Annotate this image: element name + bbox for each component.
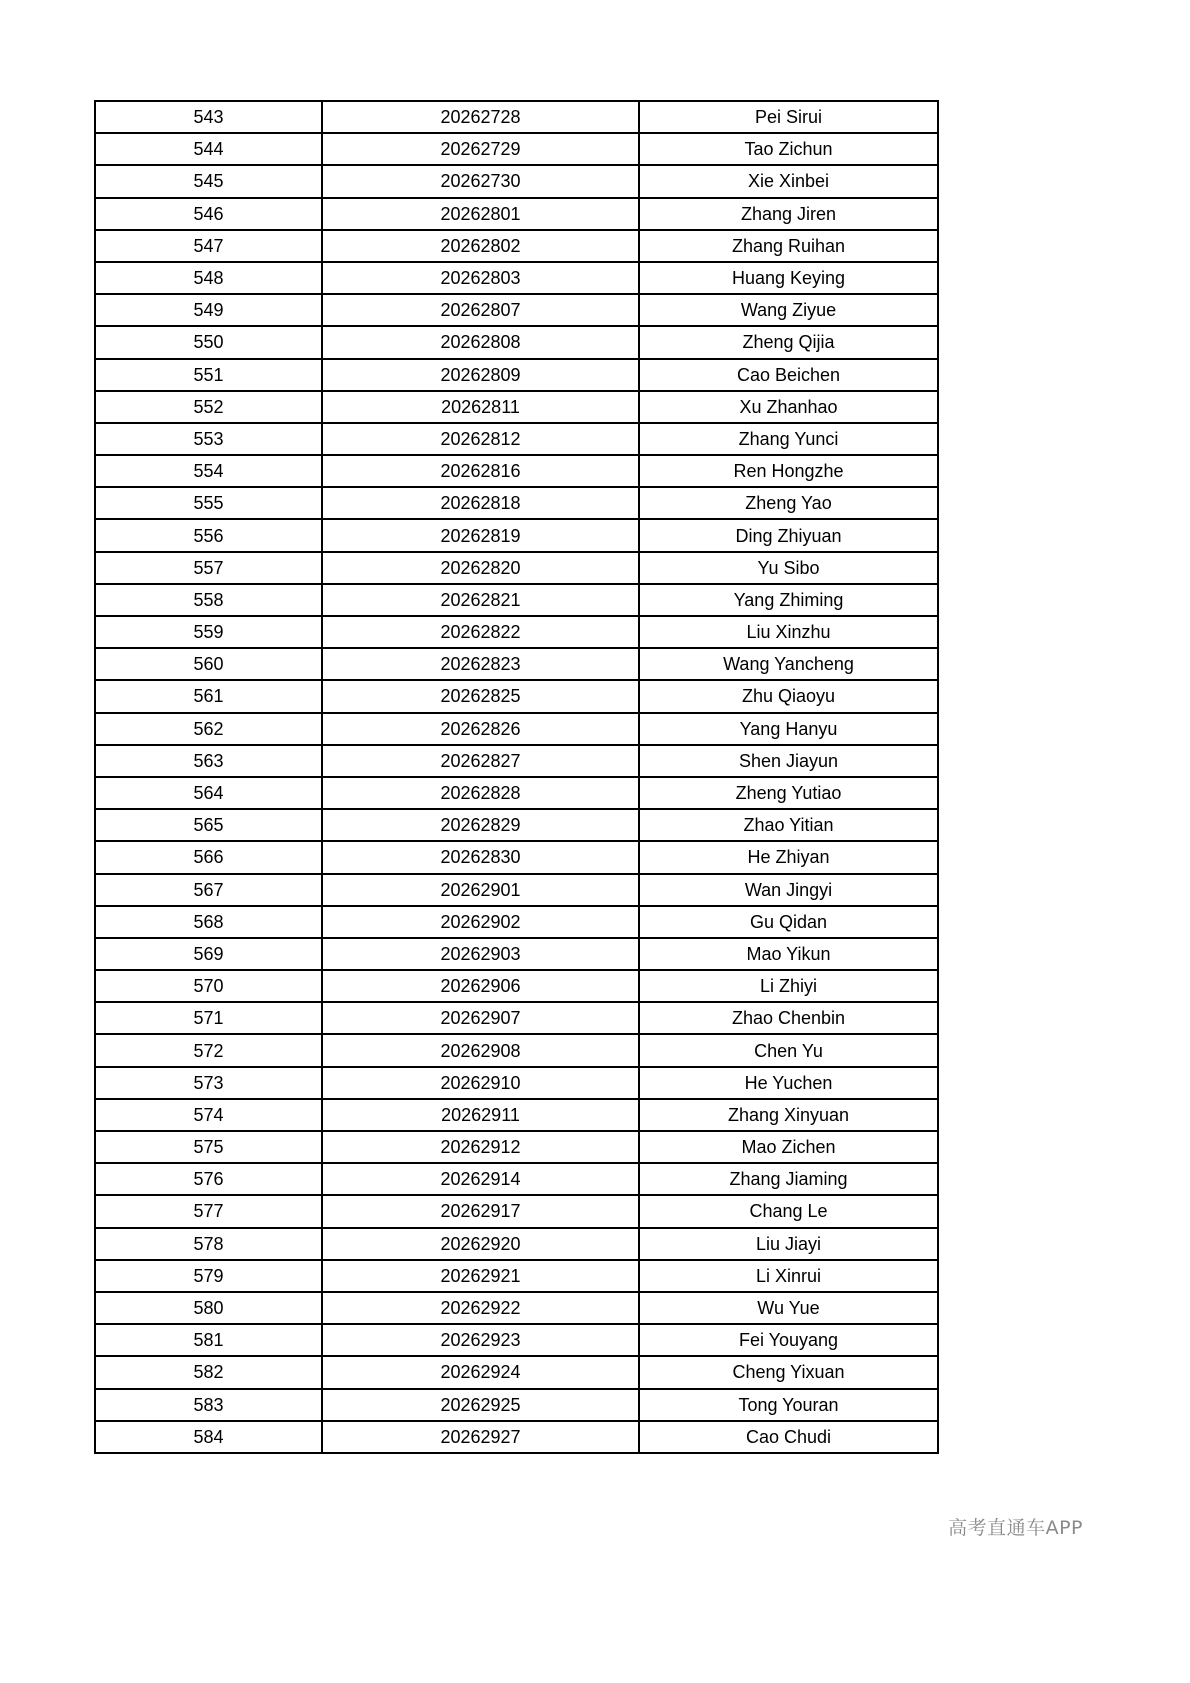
student-name-cell: Wang Ziyue [639,294,938,326]
student-id-cell: 20262923 [322,1324,639,1356]
table-row [95,1067,938,1099]
student-name-cell: Liu Xinzhu [639,616,938,648]
row-number-cell: 572 [95,1034,322,1066]
table-row [95,1099,938,1131]
student-name-cell: Wu Yue [639,1292,938,1324]
table-row [95,1389,938,1421]
row-number-cell: 554 [95,455,322,487]
student-id-cell: 20262803 [322,262,639,294]
table-row [95,1195,938,1227]
row-number-cell: 552 [95,391,322,423]
row-number-cell: 547 [95,230,322,262]
table-row [95,713,938,745]
student-name-cell: Ding Zhiyuan [639,519,938,551]
table-row [95,777,938,809]
student-id-cell: 20262807 [322,294,639,326]
table-row [95,841,938,873]
student-id-cell: 20262827 [322,745,639,777]
student-name-cell: Chang Le [639,1195,938,1227]
row-number-cell: 553 [95,423,322,455]
row-number-cell: 545 [95,165,322,197]
table-row [95,745,938,777]
student-name-cell: Zhao Yitian [639,809,938,841]
row-number-cell: 580 [95,1292,322,1324]
row-number-cell: 570 [95,970,322,1002]
student-name-cell: Xu Zhanhao [639,391,938,423]
row-number-cell: 576 [95,1163,322,1195]
student-name-cell: Li Xinrui [639,1260,938,1292]
student-name-cell: Ren Hongzhe [639,455,938,487]
table-row [95,423,938,455]
student-id-cell: 20262914 [322,1163,639,1195]
student-id-cell: 20262925 [322,1389,639,1421]
student-name-cell: Yu Sibo [639,552,938,584]
table-row [95,552,938,584]
row-number-cell: 569 [95,938,322,970]
row-number-cell: 556 [95,519,322,551]
student-id-cell: 20262822 [322,616,639,648]
table-row [95,1260,938,1292]
row-number-cell: 581 [95,1324,322,1356]
roster-table-body [95,101,938,1453]
table-row [95,326,938,358]
row-number-cell: 566 [95,841,322,873]
table-row [95,359,938,391]
student-name-cell: Gu Qidan [639,906,938,938]
student-id-cell: 20262730 [322,165,639,197]
roster-table [94,100,939,1454]
row-number-cell: 560 [95,648,322,680]
student-id-cell: 20262917 [322,1195,639,1227]
student-name-cell: Wan Jingyi [639,874,938,906]
row-number-cell: 549 [95,294,322,326]
student-id-cell: 20262820 [322,552,639,584]
table-row [95,230,938,262]
table-row [95,294,938,326]
student-id-cell: 20262816 [322,455,639,487]
student-name-cell: Huang Keying [639,262,938,294]
table-row [95,584,938,616]
student-name-cell: Cao Chudi [639,1421,938,1453]
student-id-cell: 20262830 [322,841,639,873]
student-name-cell: Li Zhiyi [639,970,938,1002]
student-id-cell: 20262821 [322,584,639,616]
student-id-cell: 20262826 [322,713,639,745]
table-row [95,938,938,970]
row-number-cell: 558 [95,584,322,616]
student-name-cell: Tao Zichun [639,133,938,165]
student-name-cell: Zhang Jiren [639,198,938,230]
student-id-cell: 20262818 [322,487,639,519]
student-name-cell: Zhang Ruihan [639,230,938,262]
student-name-cell: Cheng Yixuan [639,1356,938,1388]
student-id-cell: 20262828 [322,777,639,809]
table-row [95,906,938,938]
row-number-cell: 546 [95,198,322,230]
row-number-cell: 568 [95,906,322,938]
student-id-cell: 20262924 [322,1356,639,1388]
student-name-cell: Pei Sirui [639,101,938,133]
table-row [95,616,938,648]
row-number-cell: 557 [95,552,322,584]
student-id-cell: 20262825 [322,680,639,712]
student-name-cell: Shen Jiayun [639,745,938,777]
student-name-cell: Chen Yu [639,1034,938,1066]
student-id-cell: 20262927 [322,1421,639,1453]
row-number-cell: 550 [95,326,322,358]
student-name-cell: Zhao Chenbin [639,1002,938,1034]
row-number-cell: 544 [95,133,322,165]
student-id-cell: 20262902 [322,906,639,938]
student-name-cell: Xie Xinbei [639,165,938,197]
row-number-cell: 565 [95,809,322,841]
student-name-cell: Tong Youran [639,1389,938,1421]
student-name-cell: Zheng Yao [639,487,938,519]
student-name-cell: Mao Zichen [639,1131,938,1163]
row-number-cell: 571 [95,1002,322,1034]
student-id-cell: 20262829 [322,809,639,841]
student-name-cell: Cao Beichen [639,359,938,391]
student-name-cell: Mao Yikun [639,938,938,970]
table-row [95,1131,938,1163]
student-id-cell: 20262901 [322,874,639,906]
student-name-cell: Liu Jiayi [639,1228,938,1260]
row-number-cell: 584 [95,1421,322,1453]
row-number-cell: 573 [95,1067,322,1099]
row-number-cell: 579 [95,1260,322,1292]
student-id-cell: 20262911 [322,1099,639,1131]
table-row [95,1163,938,1195]
student-name-cell: He Yuchen [639,1067,938,1099]
student-id-cell: 20262811 [322,391,639,423]
row-number-cell: 548 [95,262,322,294]
student-id-cell: 20262819 [322,519,639,551]
student-name-cell: Wang Yancheng [639,648,938,680]
student-name-cell: Zhang Jiaming [639,1163,938,1195]
student-id-cell: 20262910 [322,1067,639,1099]
student-name-cell: Zhang Xinyuan [639,1099,938,1131]
student-id-cell: 20262912 [322,1131,639,1163]
row-number-cell: 577 [95,1195,322,1227]
student-id-cell: 20262921 [322,1260,639,1292]
watermark-text: 高考直通车APP [948,1517,1083,1539]
row-number-cell: 575 [95,1131,322,1163]
table-row [95,1034,938,1066]
table-row [95,680,938,712]
student-name-cell: Yang Hanyu [639,713,938,745]
row-number-cell: 563 [95,745,322,777]
table-row [95,1002,938,1034]
student-name-cell: Zheng Qijia [639,326,938,358]
row-number-cell: 567 [95,874,322,906]
student-id-cell: 20262907 [322,1002,639,1034]
student-id-cell: 20262729 [322,133,639,165]
table-row [95,1356,938,1388]
student-name-cell: Zheng Yutiao [639,777,938,809]
student-id-cell: 20262809 [322,359,639,391]
table-row [95,1421,938,1453]
table-row [95,519,938,551]
student-name-cell: Yang Zhiming [639,584,938,616]
row-number-cell: 574 [95,1099,322,1131]
student-id-cell: 20262812 [322,423,639,455]
table-row [95,391,938,423]
student-id-cell: 20262808 [322,326,639,358]
row-number-cell: 551 [95,359,322,391]
student-id-cell: 20262906 [322,970,639,1002]
student-id-cell: 20262903 [322,938,639,970]
student-name-cell: Fei Youyang [639,1324,938,1356]
row-number-cell: 582 [95,1356,322,1388]
table-row [95,809,938,841]
table-row [95,262,938,294]
table-row [95,1324,938,1356]
student-name-cell: Zhang Yunci [639,423,938,455]
row-number-cell: 562 [95,713,322,745]
table-row [95,487,938,519]
table-row [95,648,938,680]
table-row [95,198,938,230]
row-number-cell: 543 [95,101,322,133]
table-row [95,133,938,165]
table-row [95,165,938,197]
student-id-cell: 20262802 [322,230,639,262]
student-id-cell: 20262801 [322,198,639,230]
table-row [95,101,938,133]
student-id-cell: 20262922 [322,1292,639,1324]
row-number-cell: 555 [95,487,322,519]
student-id-cell: 20262728 [322,101,639,133]
row-number-cell: 578 [95,1228,322,1260]
table-row [95,1292,938,1324]
student-id-cell: 20262908 [322,1034,639,1066]
table-row [95,455,938,487]
row-number-cell: 564 [95,777,322,809]
student-name-cell: Zhu Qiaoyu [639,680,938,712]
row-number-cell: 583 [95,1389,322,1421]
table-row [95,970,938,1002]
student-name-cell: He Zhiyan [639,841,938,873]
row-number-cell: 561 [95,680,322,712]
student-id-cell: 20262823 [322,648,639,680]
student-id-cell: 20262920 [322,1228,639,1260]
table-row [95,874,938,906]
row-number-cell: 559 [95,616,322,648]
table-row [95,1228,938,1260]
